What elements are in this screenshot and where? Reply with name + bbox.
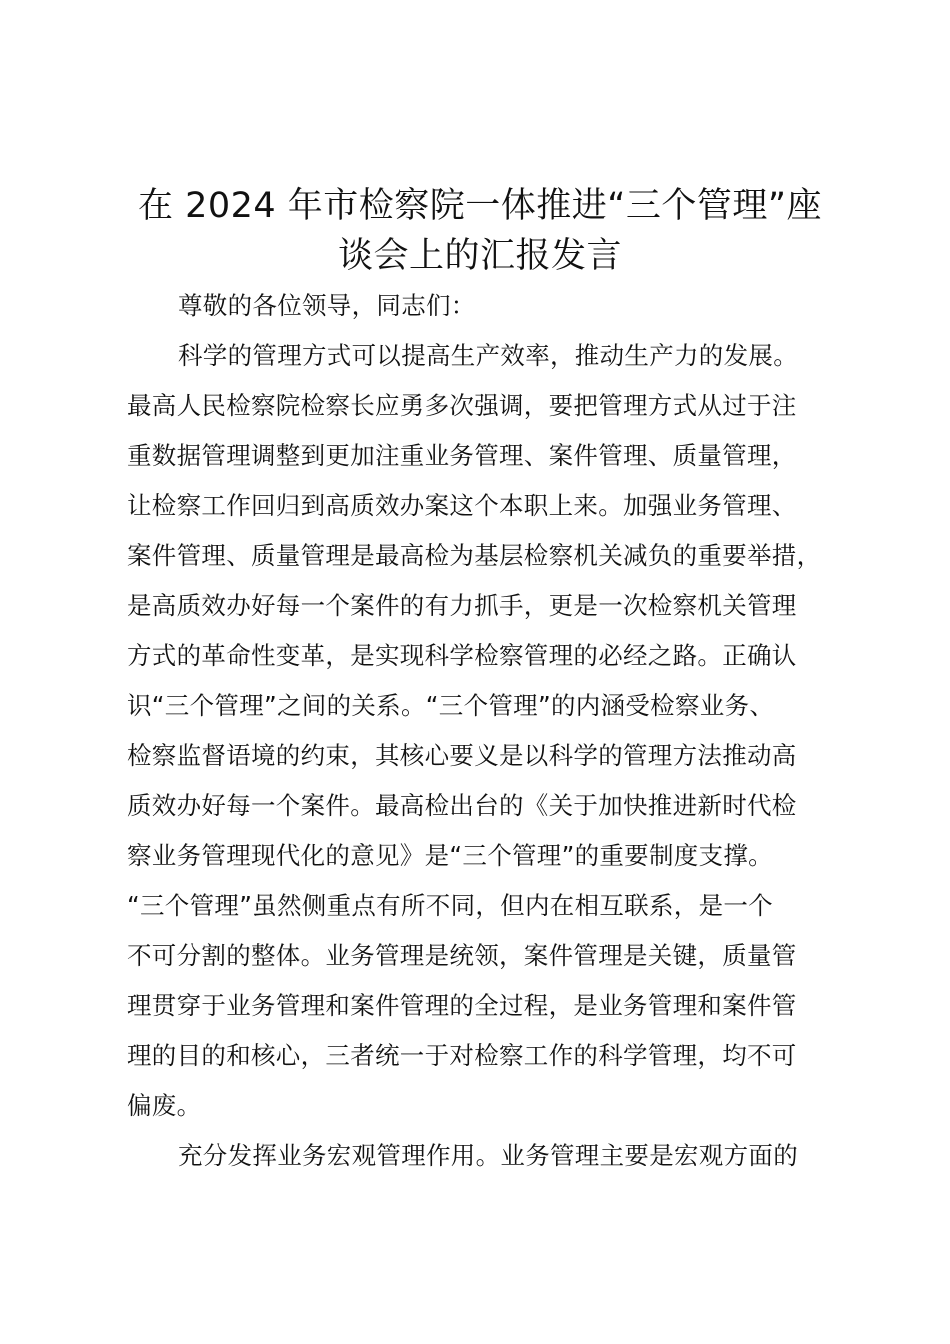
paragraph-1-line: 方式的革命性变革，是实现科学检察管理的必经之路。正确认 <box>127 641 797 670</box>
paragraph-1-line: 偏废。 <box>127 1091 202 1120</box>
paragraph-1-line: 检察监督语境的约束，其核心要义是以科学的管理方法推动高 <box>127 741 797 770</box>
paragraph-1-line: 质效办好每一个案件。最高检出台的《关于加快推进新时代检 <box>127 791 797 820</box>
document-title-line-2: 谈会上的汇报发言 <box>337 236 622 276</box>
paragraph-1-line: 让检察工作回归到高质效办案这个本职上来。加强业务管理、 <box>127 491 797 520</box>
paragraph-1-line: 不可分割的整体。业务管理是统领，案件管理是关键，质量管 <box>127 941 797 970</box>
paragraph-1-line: 识“三个管理”之间的关系。“三个管理”的内涵受检察业务、 <box>127 691 775 720</box>
paragraph-2-line: 充分发挥业务宏观管理作用。业务管理主要是宏观方面的 <box>178 1141 798 1170</box>
paragraph-1-line: 理贯穿于业务管理和案件管理的全过程，是业务管理和案件管 <box>127 991 797 1020</box>
paragraph-1-line: 重数据管理调整到更加注重业务管理、案件管理、质量管理， <box>127 441 797 470</box>
paragraph-1-line: 理的目的和核心，三者统一于对检察工作的科学管理，均不可 <box>127 1041 797 1070</box>
paragraph-1-line: 案件管理、质量管理是最高检为基层检察机关减负的重要举措， <box>127 541 822 570</box>
paragraph-1-line: 察业务管理现代化的意见》是“三个管理”的重要制度支撑。 <box>127 841 773 870</box>
paragraph-1-line: 是高质效办好每一个案件的有力抓手，更是一次检察机关管理 <box>127 591 797 620</box>
paragraph-1-line: 科学的管理方式可以提高生产效率，推动生产力的发展。 <box>178 341 798 370</box>
document-title-line-1: 在 2024 年市检察院一体推进“三个管理”座 <box>137 186 823 226</box>
salutation: 尊敬的各位领导，同志们： <box>178 291 476 320</box>
paragraph-1-line: 最高人民检察院检察长应勇多次强调，要把管理方式从过于注 <box>127 391 797 420</box>
paragraph-1-line: “三个管理”虽然侧重点有所不同，但内在相互联系，是一个 <box>127 891 773 920</box>
